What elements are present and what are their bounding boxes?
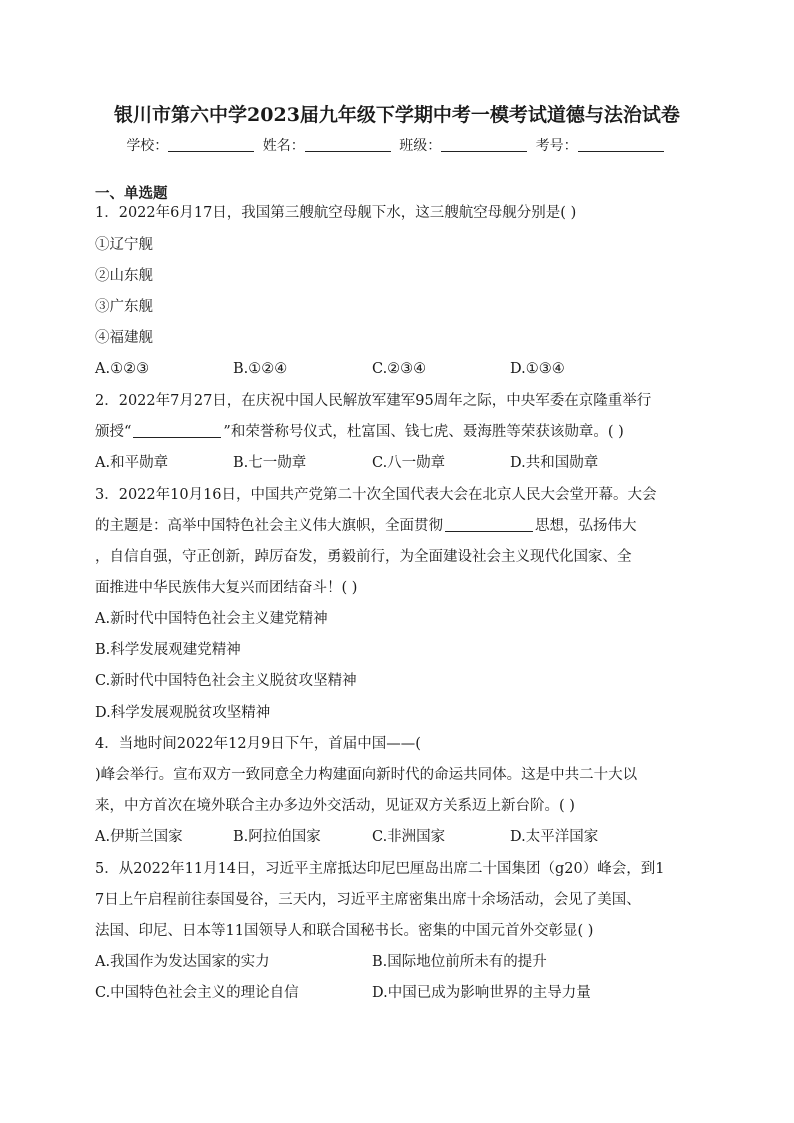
q3-line-3: ，自信自强，守正创新，踔厉奋发，勇毅前行，为全面建设社会主义现代化国家、全 — [95, 549, 632, 565]
q3-line-2-pre: 的主题是：高举中国特色社会主义伟大旗帜，全面贯彻 — [95, 518, 443, 534]
name-label: 姓名： — [262, 138, 305, 154]
exam-title — [0, 100, 794, 127]
q5-line-1: 5．从2022年11月14日，习近平主席抵达印尼巴厘岛出席二十国集团（g20）峰会，到1 — [95, 861, 665, 877]
q2-line-2-pre: 颁授“ — [95, 424, 132, 440]
q5-option-c: C.中国特色社会主义的理论自信 — [95, 985, 299, 1001]
q2-answer-blank — [133, 423, 221, 438]
school-label: 学校： — [126, 138, 169, 154]
q4-line-3: 来，中方首次在境外联合主办多边外交活动，见证双方关系迈上新台阶。( ) — [95, 798, 575, 814]
q3-line-2-post: 思想，弘扬伟大 — [535, 518, 637, 534]
number-label: 考号： — [535, 138, 578, 154]
q5-option-a: A.我国作为发达国家的实力 — [95, 954, 270, 970]
q1-stem: 1．2022年6月17日，我国第三艘航空母舰下水，这三艘航空母舰分别是( ) — [95, 205, 577, 221]
q4-option-b: B.阿拉伯国家 — [233, 829, 321, 845]
q1-item-1: ①辽宁舰 — [95, 237, 153, 253]
q4-line-1: 4．当地时间2022年12月9日下午，首届中国——( — [95, 736, 421, 752]
q5-line-3: 法国、印尼、日本等11国领导人和联合国秘书长。密集的中国元首外交彰显( ) — [95, 923, 594, 939]
name-blank — [305, 139, 391, 152]
q4-line-2: )峰会举行。宣布双方一致同意全力构建面向新时代的命运共同体。这是中共二十大以 — [95, 767, 638, 783]
q1-item-3: ③广东舰 — [95, 299, 153, 315]
section-title: 一、单选题 — [95, 186, 168, 202]
q5-option-d: D.中国已成为影响世界的主导力量 — [372, 985, 591, 1001]
q3-option-a: A.新时代中国特色社会主义建党精神 — [95, 611, 328, 627]
q2-option-b: B.七一勋章 — [233, 455, 307, 471]
q2-line-2 — [95, 422, 624, 442]
q5-option-b: B.国际地位前所未有的提升 — [372, 954, 547, 970]
exam-title-text: 银川市第六中学2023届九年级下学期中考一模考试道德与法治试卷 — [114, 104, 680, 126]
q4-option-d: D.太平洋国家 — [510, 829, 599, 845]
q3-line-4: 面推进中华民族伟大复兴而团结奋斗！( ) — [95, 580, 358, 596]
q5-line-2: 7日上午启程前往泰国曼谷，三天内，习近平主席密集出席十余场活动，会见了美国、 — [95, 892, 641, 908]
q3-option-b: B.科学发展观建党精神 — [95, 642, 241, 658]
q3-option-c: C.新时代中国特色社会主义脱贫攻坚精神 — [95, 673, 357, 689]
q1-option-d: D.①③④ — [510, 361, 565, 377]
q2-option-a: A.和平勋章 — [95, 455, 169, 471]
q1-item-4: ④福建舰 — [95, 330, 153, 346]
number-blank — [578, 139, 664, 152]
q1-option-b: B.①②④ — [233, 361, 288, 377]
student-info-row — [0, 135, 794, 155]
q2-option-d: D.共和国勋章 — [510, 455, 599, 471]
q2-line-1: 2．2022年7月27日，在庆祝中国人民解放军建军95周年之际，中央军委在京隆重举行 — [95, 393, 652, 409]
q1-item-2: ②山东舰 — [95, 268, 153, 284]
q2-line-2-post: ”和荣誉称号仪式，杜富国、钱七虎、聂海胜等荣获该勋章。( ) — [223, 424, 624, 440]
q2-option-c: C.八一勋章 — [372, 455, 446, 471]
q1-option-a: A.①②③ — [95, 361, 150, 377]
class-label: 班级： — [399, 138, 442, 154]
q3-line-2 — [95, 516, 637, 536]
q4-option-c: C.非洲国家 — [372, 829, 446, 845]
q3-answer-blank — [445, 517, 533, 532]
school-blank — [168, 139, 254, 152]
q1-option-c: C.②③④ — [372, 361, 427, 377]
q3-option-d: D.科学发展观脱贫攻坚精神 — [95, 705, 271, 721]
q4-option-a: A.伊斯兰国家 — [95, 829, 183, 845]
class-blank — [441, 139, 527, 152]
q3-line-1: 3．2022年10月16日，中国共产党第二十次全国代表大会在北京人民大会堂开幕。大会 — [95, 487, 657, 503]
